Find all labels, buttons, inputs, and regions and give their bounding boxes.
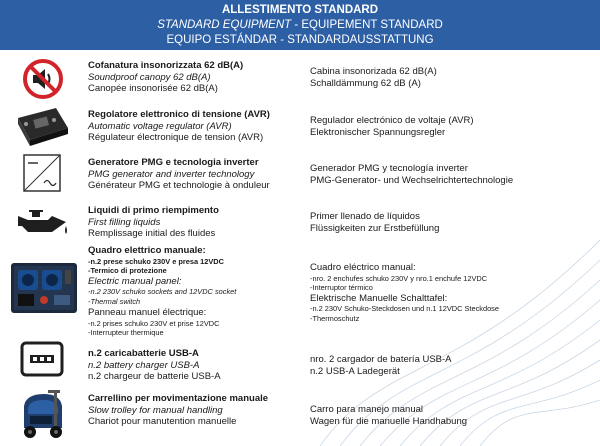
item-4-right: Primer llenado de líquidos Flüssigkeiten zur Erstbefüllung	[310, 211, 440, 234]
header-subtitle-es-de: EQUIPO ESTÁNDAR - STANDARDAUSSTATTUNG	[166, 34, 434, 46]
item-2-left: Regolatore elettronico di tensione (AVR) Automatic voltage regulator (AVR) Régulateur électronique de tension (AVR)	[88, 109, 270, 143]
item-3-right: Generador PMG y tecnología inverter PMG-Generator- und Wechselrichtertechnologie	[310, 163, 514, 186]
item-1-left: Cofanatura insonorizzata 62 dB(A) Soundproof canopy 62 dB(A) Canopée insonorisée 62 dB(A)	[88, 60, 244, 94]
no-sound-icon	[22, 58, 64, 100]
item-7-left: Carrellino per movimentazione manuale Slow trolley for manual handling Chariot pour manutention manuelle	[88, 393, 269, 427]
header-banner	[0, 0, 600, 50]
item-3-left: Generatore PMG e tecnologia inverter PMG generator and inverter technology Générateur PMG et technologie à onduleur	[88, 157, 270, 191]
inverter-icon	[22, 153, 62, 193]
item-7-right: Carro para manejo manual Wagen für die manuelle Handhabung	[310, 404, 468, 427]
item-6-left: n.2 caricabatterie USB-A n.2 battery charger USB-A n.2 chargeur de batterie USB-A	[88, 348, 221, 382]
trolley-generator-icon	[18, 388, 68, 442]
usb-charger-icon	[20, 341, 64, 377]
control-panel-icon	[10, 262, 78, 314]
item-6-right: nro. 2 cargador de batería USB-A n.2 USB-A Ladegerät	[310, 354, 452, 377]
item-2-right: Regulador electrónico de voltaje (AVR) Elektronischer Spannungsregler	[310, 115, 474, 138]
header-subtitle-en-fr: STANDARD EQUIPMENT - EQUIPEMENT STANDARD	[157, 19, 443, 31]
item-4-left: Liquidi di primo riempimento First filling liquids Remplissage initial des fluides	[88, 205, 219, 239]
header-title: ALLESTIMENTO STANDARD	[221, 4, 379, 16]
item-5-left: Quadro elettrico manuale: -n.2 prese schuko 230V e presa 12VDC -Termico di protezione Electric manual panel: -n.2 230V schuko sockets and 12VDC socket -Thermal switch Panneau manuel électrique: -n.2 prises schuko 230V et prise 12VDC -Interrupteur thermique	[88, 245, 237, 337]
oil-can-icon	[14, 206, 70, 242]
item-5-right: Cuadro eléctrico manual: -nro. 2 enchufes schuko 230V y nro.1 enchufe 12VDC -Interruptor térmico Elektrische Manuelle Schalttafel: -n.2 230V Schuko-Steckdosen und n.1 12VDC Steckdose -Thermoschutz	[310, 262, 499, 323]
voltage-regulator-icon	[14, 104, 70, 148]
item-1-right: Cabina insonorizada 62 dB(A) Schalldämmung 62 dB (A)	[310, 66, 437, 89]
